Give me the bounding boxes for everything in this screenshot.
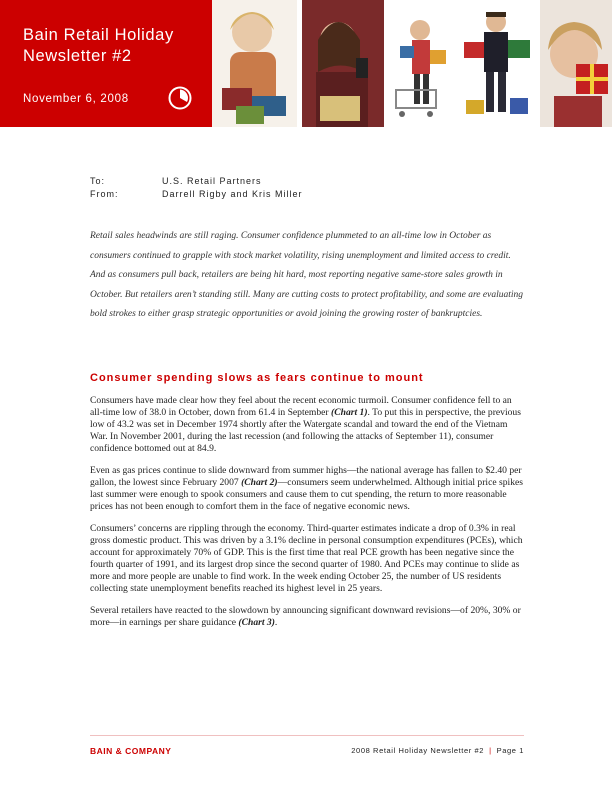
title-panel (0, 0, 212, 127)
photo-woman-gift-box (540, 0, 612, 127)
chart-3-reference: (Chart 3) (238, 617, 275, 628)
section-heading: Consumer spending slows as fears continue to mount (90, 372, 424, 384)
shoppers-photo-strip (212, 0, 612, 127)
paragraph-1-text-a: Consumers have made clear how they feel about the recent economic turmoil. Consumer confidence fell to an all-time low of 38.0 in October, down from 61.4 in September (90, 395, 512, 418)
memo-to-value: U.S. Retail Partners (162, 176, 262, 186)
paragraph-1-text-b: . To put this in perspective, the previous low of 43.2 was set in December 1974 shortly after the Watergate scandal and toward the end of the Vietnam War. In November 2001, during the last recession (and following the attacks of September 11), consumer confidence bottomed out at 84.9. (90, 407, 521, 454)
footer-separator: | (489, 746, 492, 755)
page-header (0, 0, 612, 127)
article-body (90, 395, 524, 639)
footer-page-info (351, 746, 524, 755)
chart-2-reference: (Chart 2) (241, 477, 278, 488)
footer-newsletter-name: 2008 Retail Holiday Newsletter #2 (351, 746, 485, 755)
intro-summary (90, 227, 524, 325)
newsletter-title (23, 25, 203, 67)
newsletter-date: November 6, 2008 (23, 93, 129, 105)
paragraph-3: Consumers’ concerns are rippling through the economy. Third-quarter estimates indicate a drop of 0.3% in real gross domestic product. This was driven by a 3.1% decline in personal consumption expenditures (PCEs), which account for approximately 70% of GDP. This is the first time that real PCE growth has been negative since the fourth quarter of 1991, and its largest drop since the second quarter of 1980. And PCEs may continue to slide as more and more people are unable to find work. In the week ending October 25, the number of US residents collecting state unemployment benefits reached its highest level in 25 years. (90, 523, 523, 594)
memo-from-value: Darrell Rigby and Kris Miller (162, 189, 303, 199)
paragraph-2-text-a: Even as gas prices continue to slide downward from summer highs—the national average has fallen to $2.40 per gallon, the lowest since February 2007 (90, 465, 522, 488)
memo-from-label: From: (90, 189, 119, 199)
intro-paragraph: Retail sales headwinds are still raging. Consumer confidence plummeted to an all-time low in October as consumers continued to grapple with stock market volatility, rising unemployment and limited access to credit. And as consumers pull back, retailers are being hit hard, most reporting negative same-store sales growth in October. But retailers aren’t standing still. Many are cutting costs to protect profitability, and some are evaluating bold strokes to either grasp strategic opportunities or avoid joining the growing roster of bankruptcies. (90, 231, 523, 319)
memo-to-label: To: (90, 176, 106, 186)
photo-shopper-woman-phone (302, 0, 384, 127)
footer-divider (90, 735, 524, 736)
paragraph-4-text-a: Several retailers have reacted to the slowdown by announcing significant downward revisions—of 20%, 30% or more—in earnings per share guidance (90, 605, 521, 628)
paragraph-2-text-b: —consumers seem underwhelmed. Although initial price spikes last summer were enough to spook consumers and cause them to cut spending, the return to more reasonable prices has not been enough to comfort them in the face of negative economic news. (90, 477, 523, 512)
title-line-1: Bain Retail Holiday (23, 26, 174, 44)
paragraph-1 (90, 395, 524, 455)
paragraph-2 (90, 465, 524, 513)
paragraph-4-text-b: . (274, 617, 278, 628)
title-line-2: Newsletter #2 (23, 47, 132, 65)
photo-shopper-man-gifts (458, 0, 536, 127)
bain-logo-icon (168, 86, 192, 110)
photo-shopper-woman-gifts (212, 0, 297, 127)
footer-page-number: Page 1 (496, 746, 524, 755)
company-logo-text: BAIN & COMPANY (90, 746, 172, 756)
paragraph-4 (90, 605, 524, 629)
photo-shopper-cart (390, 0, 454, 127)
chart-1-reference: (Chart 1) (331, 407, 368, 418)
